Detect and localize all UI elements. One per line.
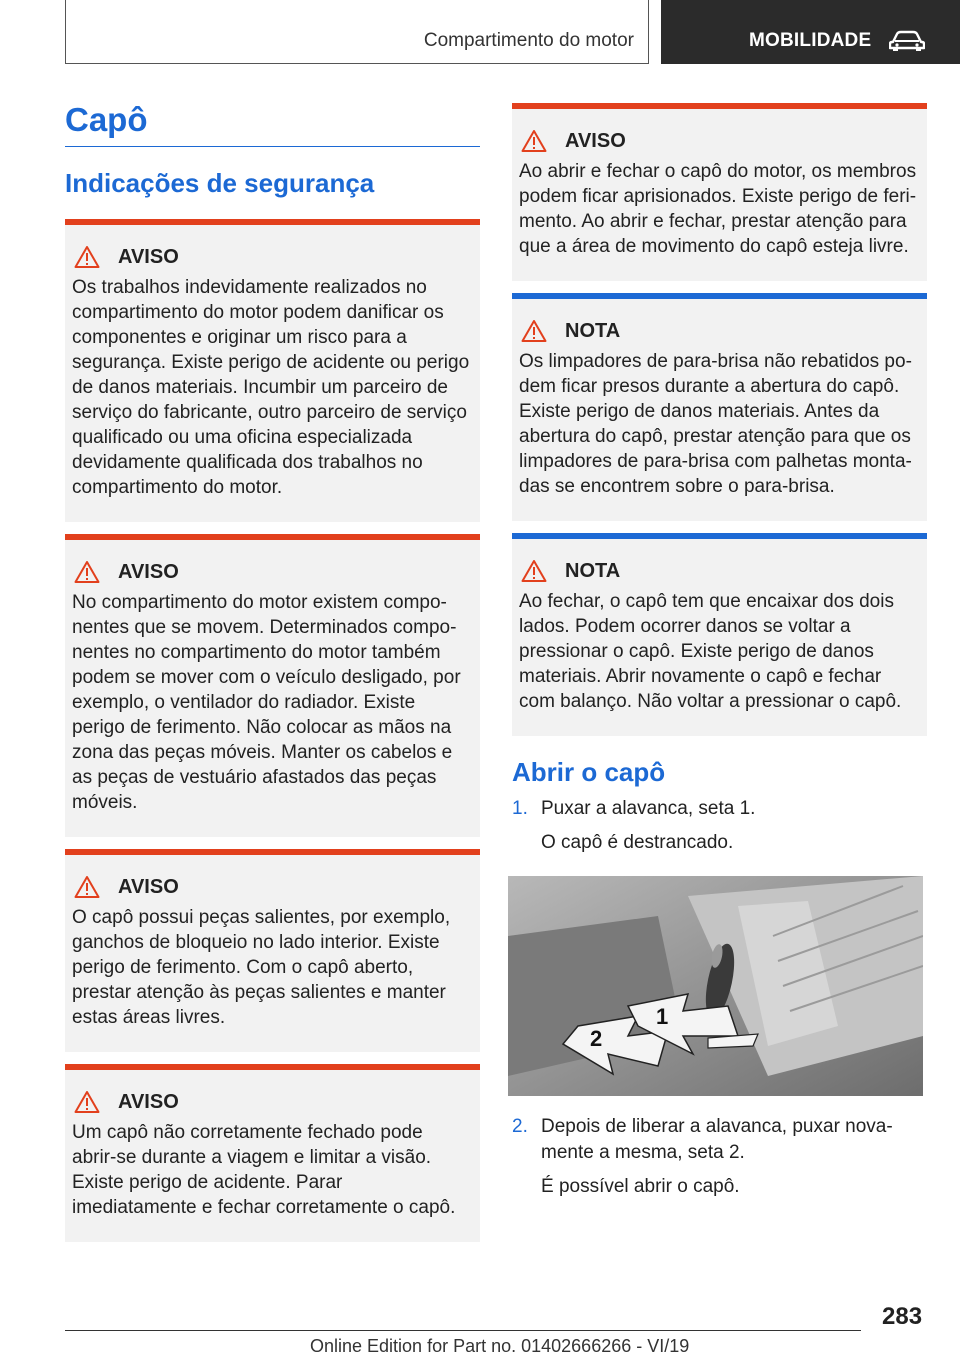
warning-triangle-icon (74, 560, 100, 584)
section-title-safety: Indicações de segurança (65, 168, 375, 198)
right-column (512, 103, 927, 1208)
page-number: 283 (882, 1303, 923, 1330)
warning-triangle-icon (74, 1090, 100, 1114)
header-chapter-tab (661, 0, 960, 64)
note-notice (512, 293, 927, 521)
notice-label: AVISO (565, 129, 626, 152)
notice-text: No compartimento do motor existem componentes que se movem. Determinados componentes no compartimento do motor também podem se mover com o veículo desligado, por exemplo, o ventilador do radiador. Existe perigo de ferimento. Não colocar as mãos na zona das peças móveis. Manter os cabelos e as peças de vestuário afastados das peças móveis. (72, 592, 461, 813)
step-number: 1. (512, 798, 528, 819)
notice-text: O capô possui peças salientes, por exemplo, ganchos de bloqueio no lado interior. Existe perigo de ferimento. Com o capô aberto, prestar atenção às peças salientes e manter estas áreas livres. (72, 907, 451, 1028)
warning-notice (512, 103, 927, 281)
step-list (512, 796, 927, 864)
step-result: O capô é destrancado. (541, 832, 734, 853)
notice-label: AVISO (118, 1090, 179, 1113)
note-triangle-icon (521, 559, 547, 583)
step-result: É possível abrir o capô. (541, 1176, 740, 1197)
notice-text: Um capô não corretamente fechado pode abrir-se durante a viagem e limitar a visão. Existe perigo de acidente. Parar imediatamente e fechar corretamente o capô. (72, 1122, 456, 1218)
notice-label: NOTA (565, 559, 621, 582)
step-text: Puxar a alavanca, seta 1. (541, 798, 756, 819)
page-title: Capô (65, 100, 480, 147)
header-section-tab (65, 0, 649, 64)
footer-divider (65, 1330, 861, 1331)
warning-notice (65, 849, 480, 1052)
warning-triangle-icon (74, 245, 100, 269)
left-column (65, 100, 480, 1254)
footer-edition: Online Edition for Part no. 01402666266 - VI/19 (310, 1336, 690, 1356)
car-icon (889, 28, 925, 52)
warning-notice (65, 1064, 480, 1242)
notice-text: Ao abrir e fechar o capô do motor, os membros podem ficar aprisionados. Existe perigo de ferimento. Ao abrir e fechar, prestar atenção para que a área de movimento do capô esteja livre. (519, 161, 917, 257)
notice-text: Os limpadores de para-brisa não rebatidos podem ficar presos durante a abertura do capô. Existe perigo de danos materiais. Antes da abertura do capô, prestar atenção para que os limpadores de para-brisa com palhetas montadas se encontrem sobre o para-brisa. (519, 351, 912, 497)
section-title-open-hood: Abrir o capô (512, 757, 666, 787)
notice-label: AVISO (118, 875, 179, 898)
notice-text: Os trabalhos indevidamente realizados no compartimento do motor podem danificar os componentes e originar um risco para a segurança. Existe perigo de acidente ou perigo de danos materiais. Incumbir um parceiro de serviço do fabricante, outro parceiro de serviço qualificado ou uma oficina especializada devidamente qualificada dos trabalhos no compartimento do motor. (72, 277, 470, 498)
hood-release-illustration (508, 876, 923, 1096)
step-text: Depois de liberar a alavanca, puxar novamente a mesma, seta 2. (541, 1116, 893, 1163)
list-item (512, 1114, 927, 1208)
header-section-title: Compartimento do motor (423, 30, 634, 51)
step-number: 2. (512, 1116, 528, 1137)
arrow-label-2: 2 (590, 1026, 603, 1051)
step-list (512, 1114, 927, 1208)
note-notice (512, 533, 927, 736)
notice-label: AVISO (118, 245, 179, 268)
header-chapter-title: MOBILIDADE (749, 30, 872, 51)
warning-notice (65, 534, 480, 837)
warning-notice (65, 219, 480, 522)
hood-release-figure (508, 876, 923, 1096)
notice-label: AVISO (118, 560, 179, 583)
warning-triangle-icon (74, 875, 100, 899)
note-triangle-icon (521, 319, 547, 343)
arrow-label-1: 1 (656, 1004, 669, 1029)
list-item (512, 796, 927, 864)
notice-label: NOTA (565, 319, 621, 342)
notice-text: Ao fechar, o capô tem que encaixar dos dois lados. Podem ocorrer danos se voltar a pressionar o capô. Existe perigo de danos materiais. Abrir novamente o capô e fechar com balanço. Não voltar a pressionar o capô. (519, 591, 902, 712)
warning-triangle-icon (521, 129, 547, 153)
